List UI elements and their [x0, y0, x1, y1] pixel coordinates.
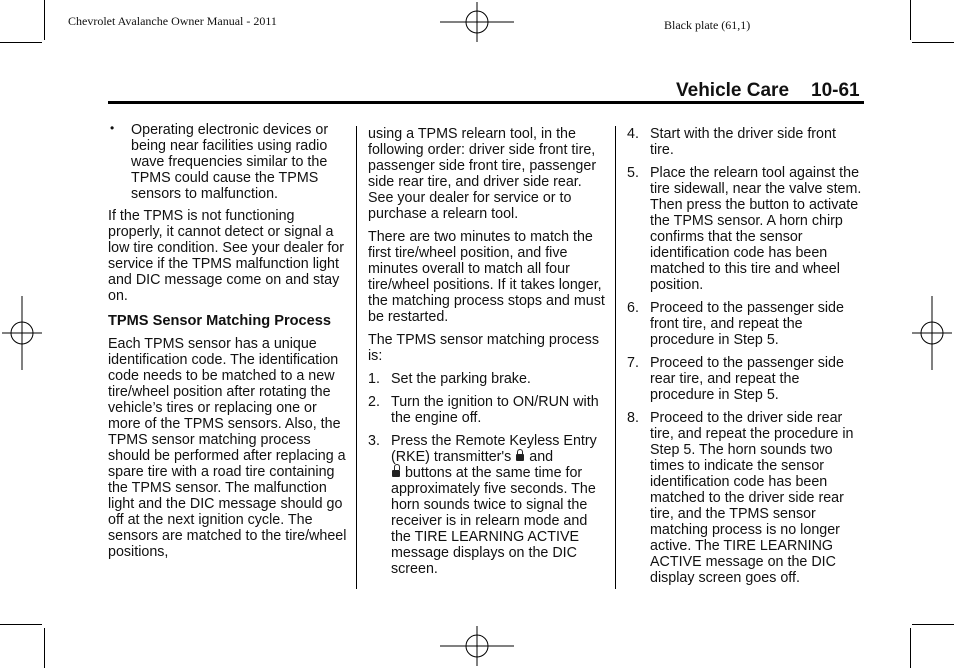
step-text: Proceed to the passenger side front tire, and repeat the procedure in Step 5.	[650, 300, 844, 348]
subsection-heading: TPMS Sensor Matching Process	[108, 313, 332, 329]
step-number: 4.	[627, 126, 639, 142]
registration-mark-bottom	[440, 626, 514, 666]
step-item	[368, 394, 608, 426]
paragraph: The TPMS sensor matching process is:	[368, 332, 599, 364]
step-item	[627, 410, 862, 586]
registration-mark-left	[2, 296, 42, 370]
column-divider-2	[615, 126, 616, 589]
step-text: Turn the ignition to ON/RUN with the engine off.	[391, 394, 599, 426]
step-text: Proceed to the driver side rear tire, and repeat the procedure in Step 5. The horn sounds two times to indicate the sensor identification code has been matched to the driver side rear tire, and the TPMS sensor matching process is no longer active. The TIRE LEARNING ACTIVE message on the DIC display screen goes off.	[650, 410, 854, 586]
bullet-dot: •	[110, 121, 115, 135]
step-number: 2.	[368, 394, 380, 410]
steps-list	[368, 371, 608, 577]
section-header	[676, 80, 860, 102]
step-item	[627, 300, 862, 348]
step-text: Proceed to the passenger side rear tire, and repeat the procedure in Step 5.	[650, 355, 844, 403]
paragraph: Each TPMS sensor has a unique identification code. The identification code needs to be matched to a new tire/wheel position after rotating the vehicle’s tires or replacing one or more of the TPMS sensors. Also, the TPMS sensor matching process should be performed after replacing a spare tire with a road tire containing the TPMS sensor. The malfunction light and the DIC message should go off at the next ignition cycle. The sensors are matched to the tire/wheel positions,	[108, 336, 347, 560]
paragraph: using a TPMS relearn tool, in the following order: driver side front tire, passenger side front tire, passenger side rear tire, and driver side rear. See your dealer for service or to purchase a relearn tool.	[368, 126, 597, 222]
column-divider-1	[356, 126, 357, 589]
unlock-icon	[392, 470, 400, 477]
lock-icon	[516, 454, 524, 461]
step-item	[627, 165, 862, 293]
section-title: Vehicle Care	[676, 80, 790, 101]
bullet-text: Operating electronic devices or being near facilities using radio wave frequencies similar to the TPMS could cause the TPMS sensors to malfunction.	[131, 122, 329, 202]
paragraph: If the TPMS is not functioning properly, it cannot detect or signal a low tire condition. See your dealer for service if the TPMS malfunction light and DIC message come on and stay on.	[108, 208, 345, 304]
column-1	[108, 122, 348, 567]
registration-mark-top	[440, 2, 514, 42]
step-item	[368, 433, 608, 577]
column-2	[368, 126, 608, 584]
manual-title: Chevrolet Avalanche Owner Manual - 2011	[68, 14, 277, 28]
registration-mark-right	[912, 296, 952, 370]
step-text-a: Press the Remote Keyless Entry (RKE) transmitter's	[391, 433, 597, 465]
page-number: 10-61	[811, 80, 860, 101]
header-rule	[108, 101, 864, 104]
step-number: 6.	[627, 300, 639, 316]
step-text: Place the relearn tool against the tire sidewall, near the valve stem. Then press the button to activate the TPMS sensor. A horn chirp confirms that the sensor identification code has been matched to this tire and wheel position.	[650, 165, 862, 293]
column-3	[627, 126, 862, 593]
step-number: 8.	[627, 410, 639, 426]
step-text-c: buttons at the same time for approximately five seconds. The horn sounds twice to signal the receiver is in relearn mode and the TIRE LEARNING ACTIVE message displays on the DIC screen.	[391, 465, 596, 577]
step-text: Set the parking brake.	[391, 371, 531, 387]
step-number: 7.	[627, 355, 639, 371]
paragraph: There are two minutes to match the first tire/wheel position, and five minutes overall to match all four tire/wheel positions. If it takes longer, the matching process stops and must be restarted.	[368, 229, 605, 325]
step-text: Start with the driver side front tire.	[650, 126, 836, 158]
steps-list	[627, 126, 862, 586]
step-number: 5.	[627, 165, 639, 181]
step-text-b: and	[529, 449, 554, 465]
plate-label: Black plate (61,1)	[664, 18, 751, 32]
step-item	[627, 355, 862, 403]
bullet-item	[108, 122, 348, 202]
step-item	[627, 126, 862, 158]
step-number: 1.	[368, 371, 380, 387]
step-item	[368, 371, 608, 387]
step-number: 3.	[368, 433, 380, 449]
